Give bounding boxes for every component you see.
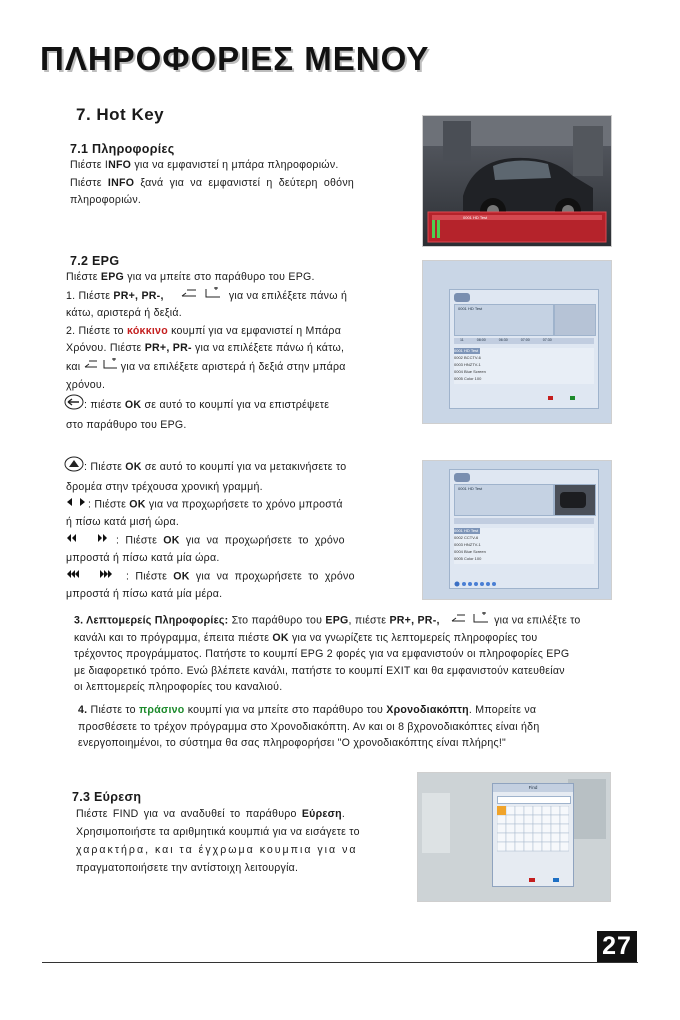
epg-row: 0002 BCCTV-6 bbox=[454, 355, 481, 360]
green-key-icon bbox=[570, 396, 575, 400]
epg-channel-label: 0001 HD Test bbox=[458, 486, 483, 491]
text-7-2: Πιέστε EPG για να μπείτε στο παράθυρο του EPG. 1. Πιέστε PR+, PR-, για να επιλέξετε πάνω ή κάτω, αριστερά ή δεξιά. 2. Πιέστε το κόκκινο κουμπί για να εμφανιστεί η Μπάρα Χρόνου. Πιέστε PR+, PR- για να επιλέξετε πάνω ή κάτω, και για να επιλέξετε αριστερά ή δεξιά στην μπάρα χρόνου. : πιέστε OK σε αυτό το κουμπί για να επιστρέψετε στο παράθυρο του EPG. bbox=[66, 271, 348, 431]
find-screenshot bbox=[417, 772, 611, 902]
find-keyboard-grid bbox=[497, 806, 569, 866]
epg-row: 0002 CCTV-6 bbox=[454, 535, 479, 540]
section-title: 7. Hot Key bbox=[76, 105, 165, 124]
half-hour-skip-icon bbox=[66, 496, 88, 514]
find-input[interactable] bbox=[497, 796, 571, 804]
epg-row: 0001 HD Test bbox=[454, 348, 479, 353]
heading-7-1: 7.1 Πληροφορίες bbox=[70, 142, 175, 156]
epg-row: 0005 Color 100 bbox=[454, 556, 482, 561]
red-key-icon bbox=[529, 878, 535, 882]
heading-7-3: 7.3 Εύρεση bbox=[72, 790, 142, 804]
blue-key-icon bbox=[553, 878, 559, 882]
red-key-icon bbox=[548, 396, 553, 400]
info-bar-channel: 0001 HD Test bbox=[463, 215, 488, 220]
up-arrow-icon bbox=[64, 456, 84, 479]
find-dialog-title: Find bbox=[493, 784, 573, 792]
hour-skip-icon bbox=[66, 532, 116, 550]
left-right-arrow-icon bbox=[84, 358, 118, 377]
text-7-1: Πιέστε ΙNFO για να εμφανιστεί η μπάρα πληροφοριών. Πιέστε INFO ξανά για να εμφανιστεί η δεύτερη οθόνη πληροφοριών. bbox=[70, 159, 355, 207]
page-title: ΠΛΗΡΟΦΟΡΙΕΣ ΜΕΝΟΥ bbox=[40, 40, 430, 77]
day-skip-icon bbox=[66, 568, 126, 586]
heading-7-2: 7.2 EPG bbox=[70, 254, 120, 268]
epg-row: 0004 Blue Screen bbox=[454, 549, 486, 554]
epg-timeline: 11 08:00 06:30 07:00 07:30 bbox=[460, 338, 552, 342]
epg-detail-screenshot bbox=[422, 460, 612, 600]
detailed-info-paragraph: 3. Λεπτομερείς Πληροφορίες: Στο παράθυρο του EPG, πιέστε PR+, PR-, για να επιλέξτε το κανάλι και το πρόγραμμα, έπειτα πιέστε OK για να γνωρίζετε τις λεπτομερείς πληροφορίες του τρέχοντος προγράμματος. Πατήστε το κουμπί EPG 2 φορές για να εμφανιστούν οι πληροφορίες EPG με διαφορετικό τρόπο. Ενώ βλέπετε κανάλι, πατήστε το κουμπί EXIT και θα εμφανιστούν κατευθείαν οι λεπτομερείς πληροφορίες του καναλιού. bbox=[74, 612, 594, 696]
epg-row: 0001 HD Test bbox=[454, 528, 479, 533]
info-bar-screenshot bbox=[422, 115, 612, 247]
epg-row: 0003 HNZTV-1 bbox=[454, 362, 481, 367]
left-right-arrow-icon bbox=[181, 287, 221, 306]
footer-rule bbox=[42, 962, 638, 963]
epg-row: 0005 Color 100 bbox=[454, 376, 482, 381]
text-7-3: Πιέστε FIND για να αναδυθεί το παράθυρο Εύρεση. Χρησιμοποιήστε τα αριθμητικά κουμπιά για να εισάγετε το χαρακτήρα, και τα έγχρωμα κουμπια για να πραγματοποιήσετε την αντίστοιχη λειτουργία. bbox=[76, 808, 360, 874]
epg-channel-label: 0001 HD Test bbox=[458, 306, 483, 311]
find-dialog bbox=[492, 783, 574, 887]
epg-control-bar bbox=[454, 574, 504, 580]
text-7-2-keys: : Πιέστε OK σε αυτό το κουμπί για να μετακινήσετε το δρομέα στην τρέχουσα χρονική γραμμή. : Πιέστε OK για να προχωρήσετε το χρόνο μπροστά ή πίσω κατά μισή ώρα. : Πιέστε OK για να προχωρήσετε το χρόνο μπροστά ή πίσω κατά μία ώρα. : Πιέστε OK για να προχωρήσετε το χρόνο μπροστά ή πίσω κατά μία μέρα. bbox=[66, 456, 386, 604]
timer-paragraph: 4. Πιέστε το πράσινο κουμπί για να μπείτε στο παράθυρο του Χρονοδιακόπτη. Μπορείτε να προσθέσετε το τρέχον πρόγραμμα στο Χρονοδιακόπτη. Αν και οι 8 βχρονοδιακόπτες είναι ήδη ενεργοποιημένοι, το σύστημα θα σας πληροφορήσει "Ο χρονοδιακόπτης είναι πλήρης!" bbox=[78, 704, 540, 750]
page-number: 27 bbox=[597, 931, 637, 962]
epg-row: 0004 Blue Screen bbox=[454, 369, 486, 374]
left-right-arrow-icon bbox=[451, 612, 489, 630]
epg-row: 0003 HNZTV-1 bbox=[454, 542, 481, 547]
epg-screenshot bbox=[422, 260, 612, 424]
back-arrow-icon bbox=[64, 394, 84, 417]
